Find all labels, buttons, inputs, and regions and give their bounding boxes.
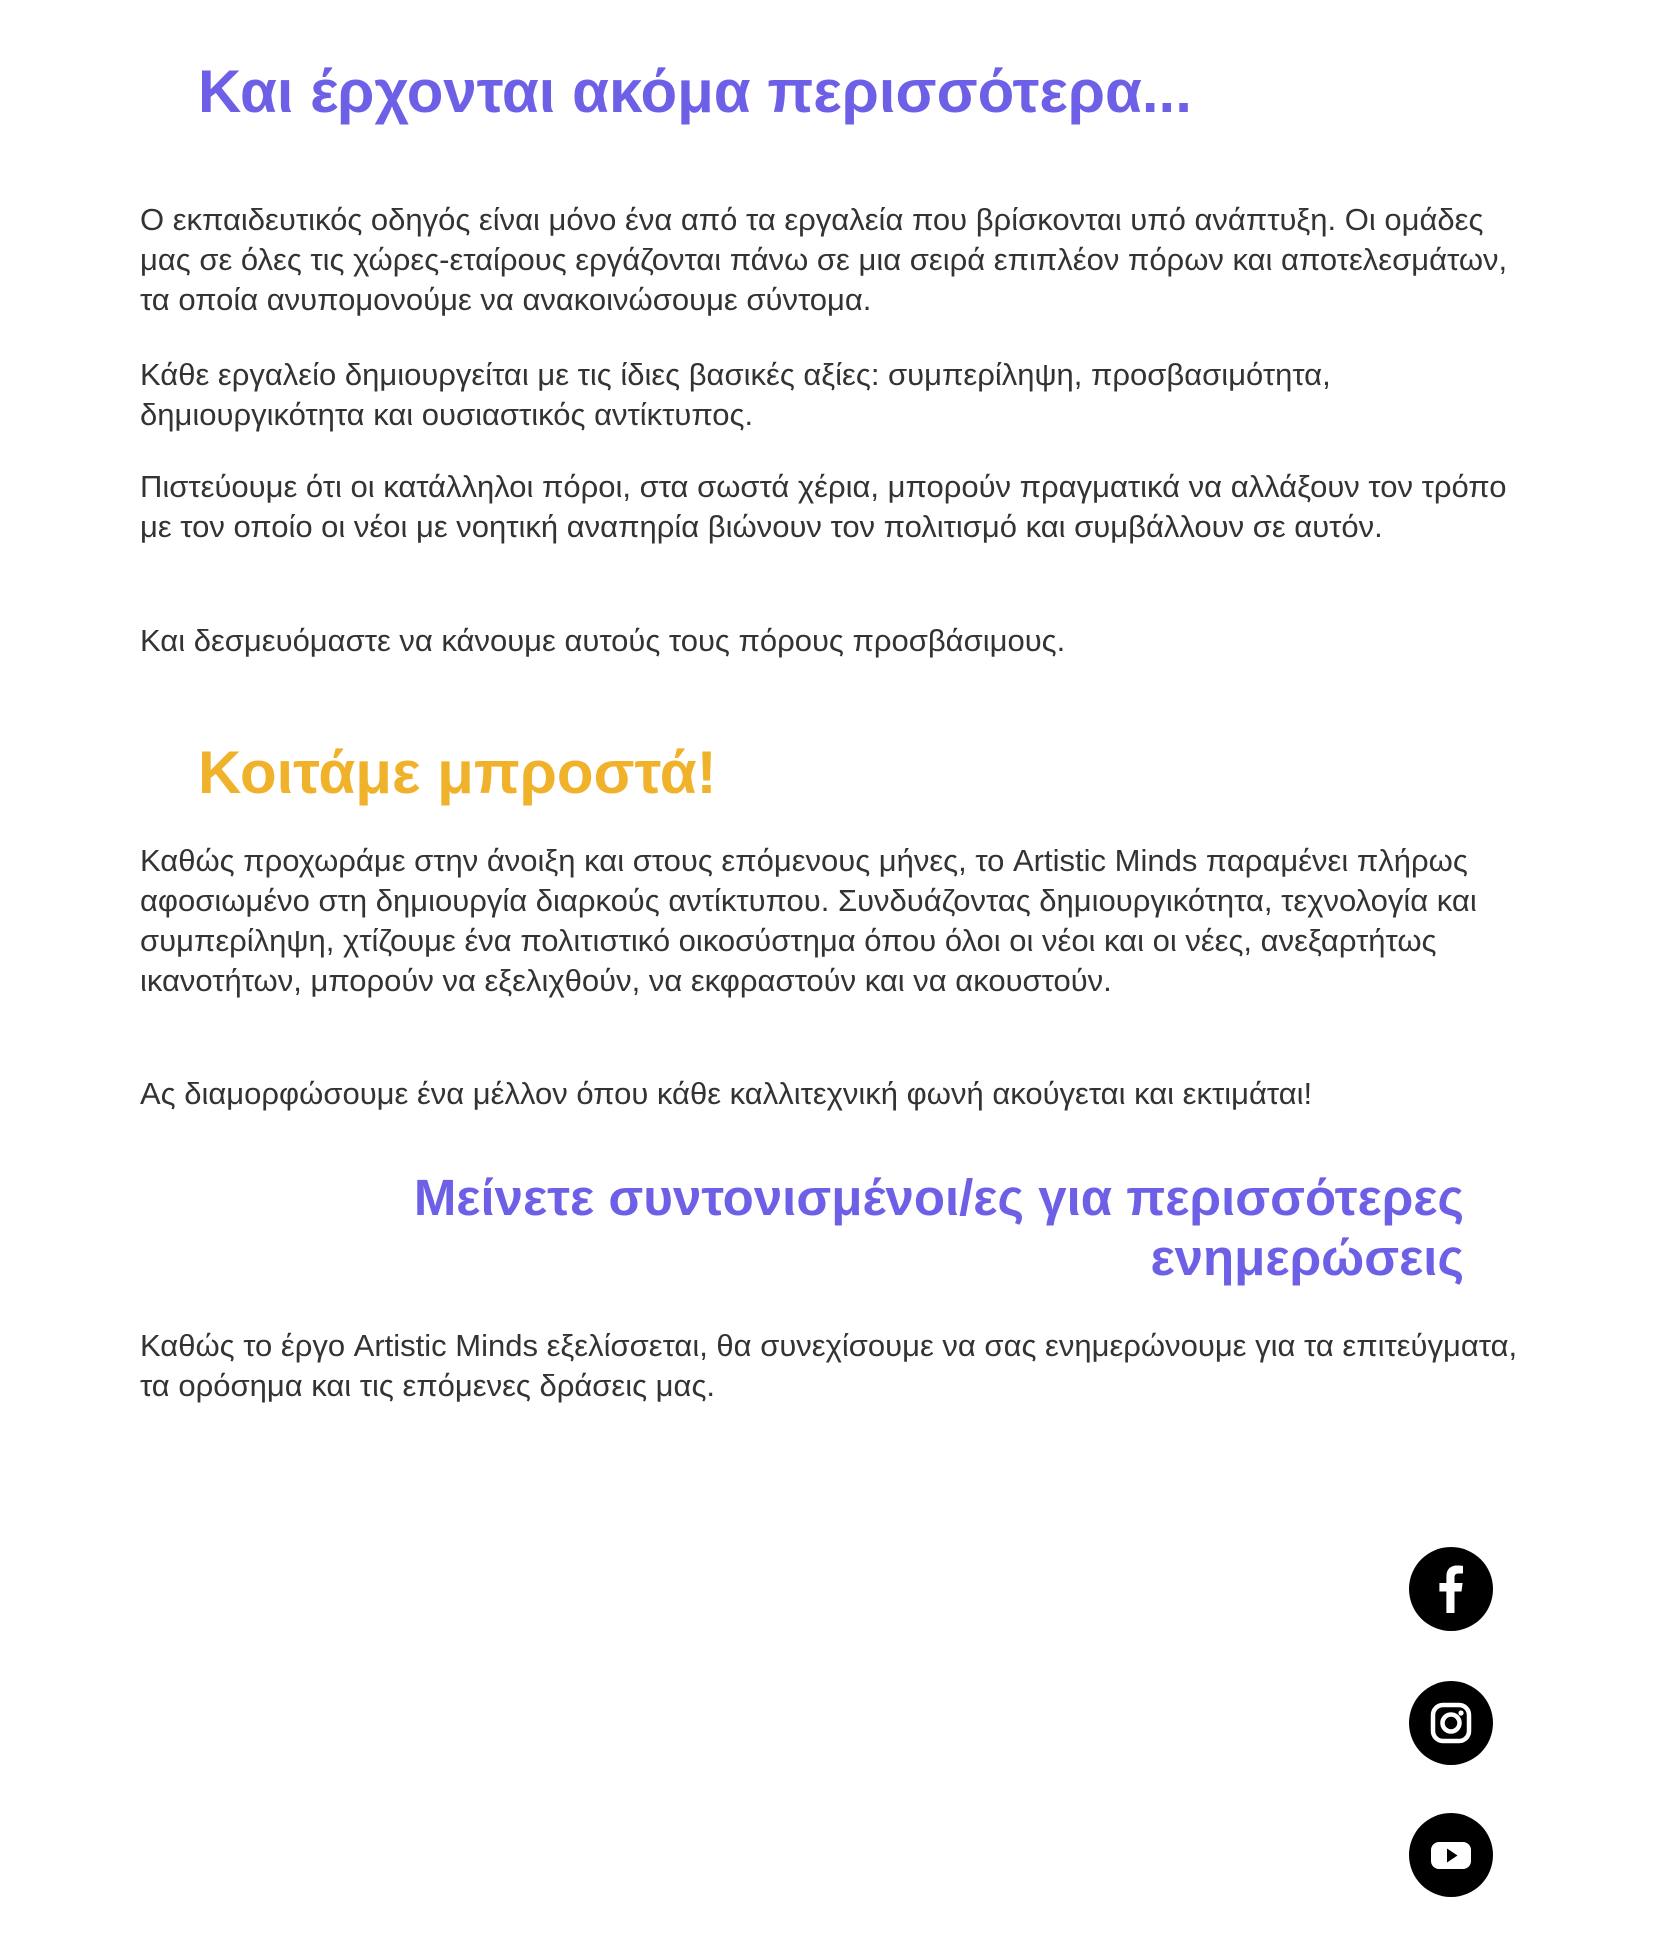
- section-title-more-coming: Και έρχονται ακόμα περισσότερα...: [198, 58, 1192, 125]
- instagram-icon: [1409, 1681, 1493, 1765]
- facebook-icon: [1409, 1547, 1493, 1631]
- paragraph: Κάθε εργαλείο δημιουργείται με τις ίδιες βασικές αξίες: συμπερίληψη, προσβασιμότητα, δημιουργικότητα και ουσιαστικός αντίκτυπος.: [140, 357, 1331, 432]
- instagram-link[interactable]: [1409, 1681, 1493, 1765]
- section-title-stay-tuned: Μείνετε συντονισμένοι/ες για περισσότερες ενημερώσεις: [413, 1169, 1464, 1286]
- paragraph: Πιστεύουμε ότι οι κατάλληλοι πόροι, στα σωστά χέρια, μπορούν πραγματικά να αλλάξουν τον τρόπο με τον οποίο οι νέοι με νοητική αναπηρία βιώνουν τον πολιτισμό και συμβάλλουν σε αυτόν.: [140, 469, 1507, 544]
- facebook-link[interactable]: [1409, 1547, 1493, 1631]
- paragraph: Ο εκπαιδευτικός οδηγός είναι μόνο ένα από τα εργαλεία που βρίσκονται υπό ανάπτυξη. Οι ομάδες μας σε όλες τις χώρες-εταίρους εργάζονται πάνω σε μια σειρά επιπλέον πόρων και αποτελεσμάτων, τα οποία ανυπομονούμε να ανακοινώσουμε σύντομα.: [140, 202, 1508, 317]
- paragraph: Και δεσμευόμαστε να κάνουμε αυτούς τους πόρους προσβάσιμους.: [140, 623, 1066, 658]
- section-title-looking-ahead: Κοιτάμε μπροστά!: [198, 739, 717, 806]
- youtube-icon: [1409, 1813, 1493, 1897]
- youtube-link[interactable]: [1409, 1813, 1493, 1897]
- paragraph: Ας διαμορφώσουμε ένα μέλλον όπου κάθε καλλιτεχνική φωνή ακούγεται και εκτιμάται!: [140, 1076, 1313, 1111]
- paragraph: Καθώς προχωράμε στην άνοιξη και στους επόμενους μήνες, το Artistic Minds παραμένει πλήρως αφοσιωμένο στη δημιουργία διαρκούς αντίκτυπου. Συνδυάζοντας δημιουργικότητα, τεχνολογία και συμπερίληψη, χτίζουμε ένα πολιτιστικό οικοσύστημα όπου όλοι οι νέοι και οι νέες, ανεξαρτήτως ικανοτήτων, μπορούν να εξελιχθούν, να εκφραστούν και να ακουστούν.: [140, 843, 1477, 998]
- paragraph: Καθώς το έργο Artistic Minds εξελίσσεται, θα συνεχίσουμε να σας ενημερώνουμε για τα επιτεύγματα, τα ορόσημα και τις επόμενες δράσεις μας.: [140, 1328, 1518, 1403]
